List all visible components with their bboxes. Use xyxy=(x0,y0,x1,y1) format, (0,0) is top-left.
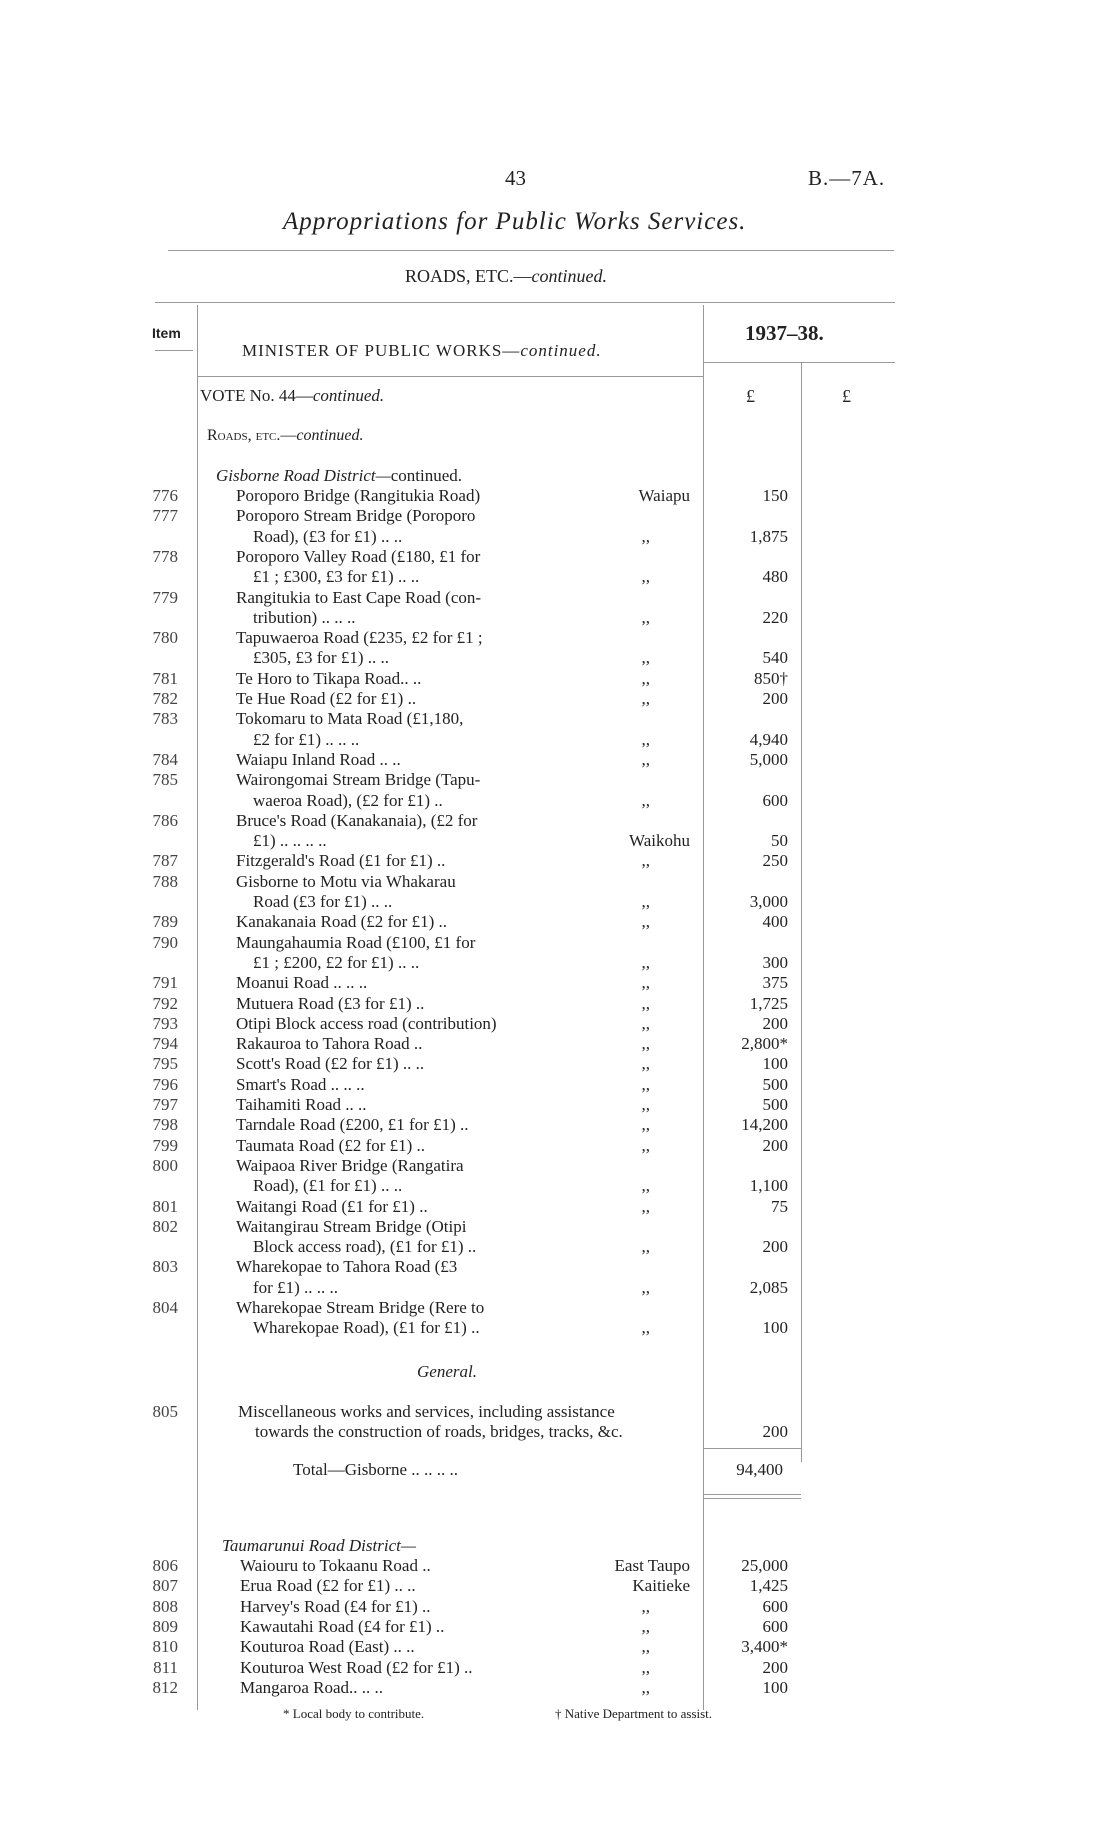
subtitle-continued: continued. xyxy=(531,266,607,286)
subtitle-main: ROADS, ETC.— xyxy=(405,266,532,286)
item-amount: 200 xyxy=(762,1657,788,1677)
district-name-gisborne: Gisborne Road District— xyxy=(216,466,391,485)
item-amount: 200 xyxy=(762,689,788,708)
item-description: Maungahaumia Road (£100, £1 for xyxy=(236,932,476,952)
item-description: £305, £3 for £1) .. .. xyxy=(253,648,389,668)
item-number: 808 xyxy=(152,1596,178,1616)
item-number: 781 xyxy=(152,668,178,688)
item-number: 809 xyxy=(152,1616,178,1636)
item-description: Erua Road (£2 for £1) .. .. xyxy=(240,1576,416,1596)
table-top-rule xyxy=(155,302,895,303)
item-number: 811 xyxy=(153,1657,178,1677)
item-number: 784 xyxy=(152,749,178,769)
item-location: ,, xyxy=(641,1034,650,1054)
document-reference: B.—7A. xyxy=(808,166,886,190)
item-number: 783 xyxy=(152,709,178,729)
item-amount: 200 xyxy=(762,1422,788,1442)
item-number: 797 xyxy=(152,1095,178,1114)
item-amount: 200 xyxy=(762,1013,788,1033)
item-amount: 1,425 xyxy=(749,1576,788,1596)
item-location: ,, xyxy=(641,749,650,769)
item-description: Rakauroa to Tahora Road .. xyxy=(236,1034,423,1054)
item-number: 780 xyxy=(152,628,178,648)
item-location: Waikohu xyxy=(629,831,690,851)
item-location: ,, xyxy=(641,1318,650,1338)
item-description: Poroporo Stream Bridge (Poroporo xyxy=(236,506,476,526)
item-amount: 220 xyxy=(762,607,788,627)
item-description: Mangaroa Road.. .. .. xyxy=(240,1677,384,1697)
item-number: 792 xyxy=(152,993,178,1013)
item-description: Gisborne to Motu via Whakarau xyxy=(236,871,456,891)
footnote-local-body: * Local body to contribute. xyxy=(283,1706,425,1721)
item-location: ,, xyxy=(641,1277,650,1297)
item-description: towards the construction of roads, bridges, tracks, &c. xyxy=(255,1422,623,1442)
item-location: ,, xyxy=(641,1054,650,1074)
total-gisborne-label: Total—Gisborne .. .. .. .. xyxy=(293,1460,459,1479)
total-gisborne-amount: 94,400 xyxy=(736,1460,783,1479)
item-description: Kanakanaia Road (£2 for £1) .. xyxy=(236,912,448,932)
item-amount: 100 xyxy=(762,1054,788,1074)
item-number: 795 xyxy=(152,1054,178,1074)
item-amount: 50 xyxy=(771,831,788,851)
item-location: ,, xyxy=(641,1013,650,1033)
item-number: 782 xyxy=(152,689,178,708)
roads-subheading-continued: continued. xyxy=(296,427,364,444)
item-location: ,, xyxy=(641,993,650,1013)
item-description: Taumata Road (£2 for £1) .. xyxy=(236,1135,426,1155)
item-amount: 4,940 xyxy=(749,729,788,749)
item-location: ,, xyxy=(641,1616,650,1636)
year-column-header: 1937–38. xyxy=(745,321,824,345)
item-location: Waiapu xyxy=(638,486,690,505)
item-location: ,, xyxy=(641,1135,650,1155)
item-description: Te Hue Road (£2 for £1) .. xyxy=(236,689,417,708)
minister-continued: continued. xyxy=(520,341,602,360)
item-description: Te Horo to Tikapa Road.. .. xyxy=(236,668,422,688)
item-description: Tapuwaeroa Road (£235, £2 for £1 ; xyxy=(236,628,483,648)
item-description: Waiapu Inland Road .. .. xyxy=(236,749,401,769)
total-bottom-rule-2 xyxy=(703,1498,801,1499)
item-description: Road (£3 for £1) .. .. xyxy=(253,892,393,911)
item-amount: 300 xyxy=(762,952,788,972)
item-description: Bruce's Road (Kanakanaia), (£2 for xyxy=(236,810,478,830)
item-location: ,, xyxy=(641,1115,650,1135)
item-amount: 1,725 xyxy=(749,993,788,1013)
item-number: 802 xyxy=(152,1216,178,1236)
minister-label: MINISTER OF PUBLIC WORKS— xyxy=(242,341,521,360)
item-location: ,, xyxy=(641,1677,650,1697)
item-number: 777 xyxy=(152,506,178,526)
item-location: ,, xyxy=(641,1196,650,1216)
item-amount: 2,085 xyxy=(749,1277,788,1297)
item-location: ,, xyxy=(641,526,650,546)
item-amount: 100 xyxy=(762,1677,788,1697)
item-location: ,, xyxy=(641,607,650,627)
item-amount: 600 xyxy=(762,1596,788,1616)
vote-label: VOTE No. 44— xyxy=(200,386,313,405)
item-description: Otipi Block access road (contribution) xyxy=(236,1013,497,1033)
item-number: 806 xyxy=(152,1556,178,1575)
vote-continued: continued. xyxy=(312,386,385,405)
item-description: waeroa Road), (£2 for £1) .. xyxy=(253,790,443,810)
item-amount: 200 xyxy=(762,1237,788,1257)
item-description: Scott's Road (£2 for £1) .. .. xyxy=(236,1054,425,1074)
item-description: Mutuera Road (£3 for £1) .. xyxy=(236,993,425,1013)
item-amount: 500 xyxy=(762,1074,788,1094)
item-amount: 75 xyxy=(771,1196,788,1216)
item-amount: 375 xyxy=(762,973,788,993)
item-number: 803 xyxy=(152,1257,178,1277)
item-number: 805 xyxy=(152,1402,178,1421)
item-description: Road), (£3 for £1) .. .. xyxy=(253,526,403,546)
item-number: 807 xyxy=(152,1576,178,1596)
item-number: 801 xyxy=(152,1196,178,1216)
item-location: ,, xyxy=(641,1095,650,1114)
item-description: Taihamiti Road .. .. xyxy=(236,1095,367,1114)
district-continued: continued. xyxy=(390,466,463,485)
footnote-native-department: † Native Department to assist. xyxy=(555,1706,713,1721)
item-description: Poroporo Valley Road (£180, £1 for xyxy=(236,546,481,566)
item-description: Road), (£1 for £1) .. .. xyxy=(253,1176,403,1196)
item-number: 787 xyxy=(152,851,178,871)
item-location: East Taupo xyxy=(614,1556,690,1575)
item-description: Rangitukia to East Cape Road (con- xyxy=(236,587,482,607)
item-number: 790 xyxy=(152,932,178,952)
total-top-rule xyxy=(703,1448,801,1449)
year-header-rule xyxy=(703,362,895,363)
item-location: ,, xyxy=(641,1074,650,1094)
item-number: 776 xyxy=(152,486,178,505)
title-rule xyxy=(168,250,894,251)
item-description: Waitangi Road (£1 for £1) .. xyxy=(236,1196,428,1216)
item-description: £1) .. .. .. .. xyxy=(253,831,327,851)
item-description: Wharekopae to Tahora Road (£3 xyxy=(236,1257,458,1277)
item-amount: 400 xyxy=(762,912,788,932)
roads-subheading xyxy=(207,427,364,445)
item-description: Kouturoa Road (East) .. .. xyxy=(240,1637,415,1657)
item-number: 789 xyxy=(152,912,178,932)
item-description: £1 ; £200, £2 for £1) .. .. xyxy=(253,952,420,972)
item-description: Kawautahi Road (£4 for £1) .. xyxy=(240,1616,445,1636)
item-number: 796 xyxy=(152,1074,178,1094)
item-description: Wharekopae Road), (£1 for £1) .. xyxy=(253,1318,480,1338)
item-location: ,, xyxy=(641,973,650,993)
item-description: Block access road), (£1 for £1) .. xyxy=(253,1237,477,1257)
item-location: ,, xyxy=(641,952,650,972)
item-amount: 150 xyxy=(762,486,788,505)
item-number: 793 xyxy=(152,1013,178,1033)
item-number: 799 xyxy=(152,1135,178,1155)
item-number: 786 xyxy=(152,810,178,830)
item-description: Smart's Road .. .. .. xyxy=(236,1074,365,1094)
item-description: Tokomaru to Mata Road (£1,180, xyxy=(236,709,464,729)
item-column-header: Item xyxy=(152,325,181,341)
item-number: 800 xyxy=(152,1155,178,1175)
item-number: 798 xyxy=(152,1115,178,1135)
item-amount: 1,875 xyxy=(749,526,788,546)
item-number: 810 xyxy=(152,1637,178,1657)
item-amount: 250 xyxy=(762,851,788,871)
item-amount: 200 xyxy=(762,1135,788,1155)
item-description: for £1) .. .. .. xyxy=(253,1277,338,1297)
item-number: 794 xyxy=(152,1034,178,1054)
item-description: Kouturoa West Road (£2 for £1) .. xyxy=(240,1657,473,1677)
item-location: ,, xyxy=(641,790,650,810)
item-header-rule xyxy=(155,350,193,351)
item-location: ,, xyxy=(641,1237,650,1257)
item-location: ,, xyxy=(641,1176,650,1196)
item-location: ,, xyxy=(641,689,650,708)
item-amount: 1,100 xyxy=(749,1176,788,1196)
item-amount: 600 xyxy=(762,790,788,810)
roads-subheading-label: Roads, etc.— xyxy=(207,427,297,444)
currency-symbol-2: £ xyxy=(842,386,851,406)
item-description: Moanui Road .. .. .. xyxy=(236,973,368,993)
item-amount: 500 xyxy=(762,1095,788,1114)
general-heading: General. xyxy=(417,1362,477,1381)
item-amount: 25,000 xyxy=(741,1556,788,1575)
item-number: 791 xyxy=(152,973,178,993)
section-subtitle xyxy=(405,266,607,287)
item-description: £1 ; £300, £3 for £1) .. .. xyxy=(253,567,420,587)
item-description: Miscellaneous works and services, including assistance xyxy=(238,1402,615,1421)
item-amount: 2,800* xyxy=(741,1034,788,1054)
item-description: tribution) .. .. .. xyxy=(253,607,356,627)
item-location: ,, xyxy=(641,851,650,871)
item-description: Wairongomai Stream Bridge (Tapu- xyxy=(236,770,481,790)
district-heading-gisborne xyxy=(216,466,462,486)
item-location: Kaitieke xyxy=(632,1576,690,1596)
item-location: ,, xyxy=(641,912,650,932)
item-description: Tarndale Road (£200, £1 for £1) .. xyxy=(236,1115,469,1135)
total-bottom-rule-1 xyxy=(703,1494,801,1495)
item-number: 812 xyxy=(152,1677,178,1697)
item-description: Harvey's Road (£4 for £1) .. xyxy=(240,1596,431,1616)
item-amount: 3,000 xyxy=(749,892,788,911)
item-number: 785 xyxy=(152,770,178,790)
item-amount: 480 xyxy=(762,567,788,587)
page-number: 43 xyxy=(505,166,526,190)
currency-symbol-1: £ xyxy=(746,386,755,406)
item-location: ,, xyxy=(641,892,650,911)
item-description: Waitangirau Stream Bridge (Otipi xyxy=(236,1216,467,1236)
item-location: ,, xyxy=(641,668,650,688)
item-location: ,, xyxy=(641,648,650,668)
item-amount: 5,000 xyxy=(749,749,788,769)
item-description: Wharekopae Stream Bridge (Rere to xyxy=(236,1298,485,1317)
item-location: ,, xyxy=(641,1657,650,1677)
item-column-divider xyxy=(197,305,198,1710)
item-amount: 540 xyxy=(762,648,788,668)
item-description: Poroporo Bridge (Rangitukia Road) xyxy=(236,486,481,505)
item-amount: 3,400* xyxy=(741,1637,788,1657)
page-title: Appropriations for Public Works Services. xyxy=(283,208,747,235)
item-description: Waipaoa River Bridge (Rangatira xyxy=(236,1155,464,1175)
district-name-taumarunui: Taumarunui Road District— xyxy=(222,1536,416,1555)
item-description: Waiouru to Tokaanu Road .. xyxy=(240,1556,431,1575)
district-heading-taumarunui xyxy=(222,1536,416,1556)
item-number: 788 xyxy=(152,871,178,891)
item-number: 778 xyxy=(152,546,178,566)
amount-column-divider-right xyxy=(801,362,802,1462)
item-location: ,, xyxy=(641,1637,650,1657)
item-amount: 600 xyxy=(762,1616,788,1636)
item-location: ,, xyxy=(641,567,650,587)
item-location: ,, xyxy=(641,729,650,749)
minister-heading xyxy=(242,341,602,361)
item-number: 804 xyxy=(152,1298,178,1317)
item-number: 779 xyxy=(152,587,178,607)
item-amount: 14,200 xyxy=(741,1115,788,1135)
item-description: Fitzgerald's Road (£1 for £1) .. xyxy=(236,851,446,871)
item-amount: 850† xyxy=(754,668,788,688)
minister-rule xyxy=(198,376,703,377)
vote-heading xyxy=(200,386,384,406)
item-location: ,, xyxy=(641,1596,650,1616)
item-description: £2 for £1) .. .. .. xyxy=(253,729,360,749)
item-amount: 100 xyxy=(762,1318,788,1338)
